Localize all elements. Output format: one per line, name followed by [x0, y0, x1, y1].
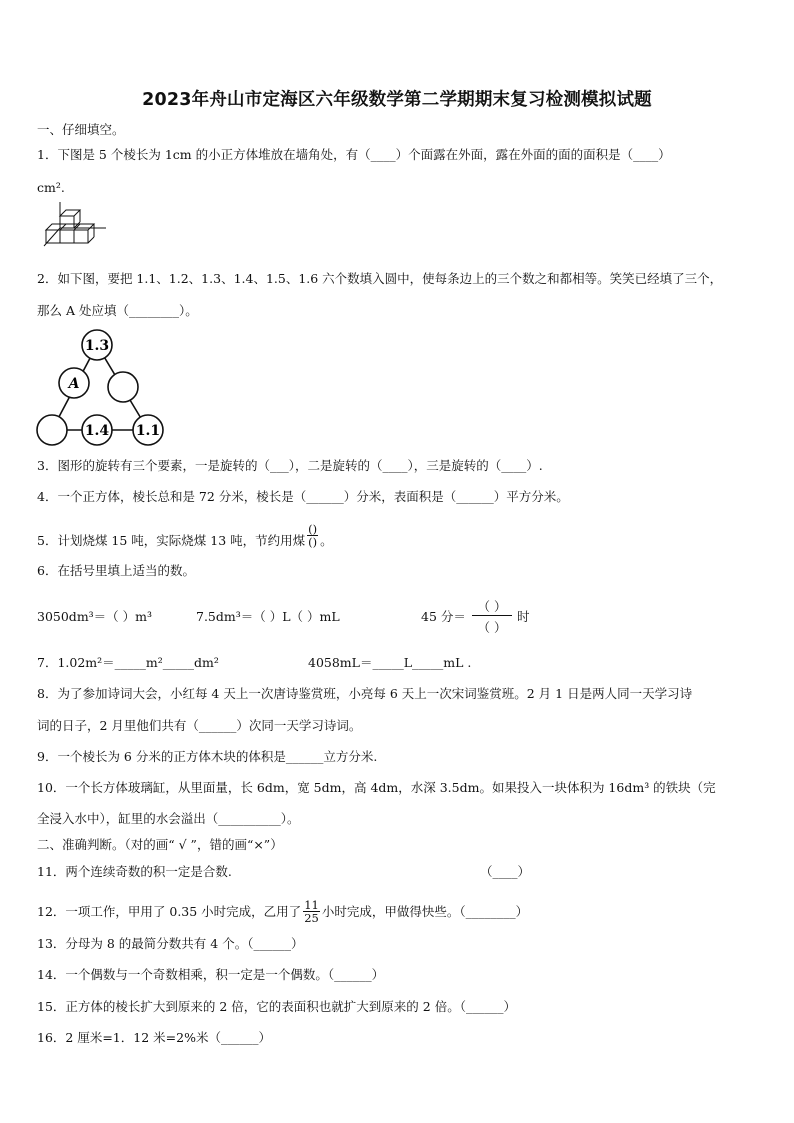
question-11: 11．两个连续奇数的积一定是合数.	[37, 864, 232, 879]
fraction-denominator: （ ）	[477, 620, 507, 635]
question-8-line-2: 词的日子，2 月里他们共有（______）次同一天学习诗词。	[37, 718, 362, 733]
question-7a: 7．1.02m²＝_____m²_____dm²	[37, 655, 219, 670]
fraction-numerator: （ ）	[477, 599, 507, 614]
fraction-denominator: 25	[304, 911, 319, 925]
question-1-line-1: 1．下图是 5 个棱长为 1cm 的小正方体堆放在墙角处，有（____）个面露在外面，露在外面的面的面积是（____）	[37, 147, 671, 162]
circle-bottom-mid-label: 1.4	[84, 423, 110, 439]
question-2-line-1: 2．如下图，要把 1.1、1.2、1.3、1.4、1.5、1.6 六个数填入圆中，使每条边上的三个数之和都相等。笑笑已经填了三个，	[37, 271, 723, 286]
question-10-line-1: 10．一个长方体玻璃缸，从里面量，长 6dm，宽 5dm，高 4dm，水深 3.5dm。如果投入一块体积为 16dm³ 的铁块（完	[37, 780, 716, 795]
question-12	[37, 900, 528, 925]
question-13: 13．分母为 8 的最简分数共有 4 个。（______）	[37, 936, 304, 951]
fraction-numerator: 11	[304, 898, 319, 912]
question-12-fraction	[303, 899, 320, 924]
fraction-numerator: ()	[308, 522, 318, 536]
question-6c-prefix: 45 分＝	[421, 609, 466, 624]
question-5	[37, 522, 333, 554]
number-triangle-diagram	[36, 328, 166, 446]
question-5-text: 5．计划烧煤 15 吨，实际烧煤 13 吨，节约用煤	[37, 533, 306, 548]
circle-a-label: A	[68, 376, 80, 392]
question-12-text: 12．一项工作，甲用了 0.35 小时完成，乙用了	[37, 904, 302, 919]
question-10-line-2: 全浸入水中），缸里的水会溢出（__________）。	[37, 811, 300, 826]
question-6b: 7.5dm³＝（ ）L（ ）mL	[196, 609, 340, 624]
question-3: 3．图形的旋转有三个要素，一是旋转的（___），二是旋转的（____），三是旋转的（____）.	[37, 458, 543, 473]
question-5-fraction	[307, 523, 318, 548]
circle-bottom-right-label: 1.1	[135, 423, 161, 439]
question-5-end: 。	[320, 533, 333, 548]
question-7b: 4058mL＝_____L_____mL .	[308, 655, 472, 670]
fraction-denominator: ()	[308, 535, 318, 549]
question-6a: 3050dm³＝（ ）m³	[37, 609, 153, 624]
question-4: 4．一个正方体，棱长总和是 72 分米，棱长是（______）分米，表面积是（______）平方分米。	[37, 489, 569, 504]
question-2-line-2: 那么 A 处应填（________）。	[37, 303, 198, 318]
section-2-heading: 二、准确判断。（对的画“ √ ”，错的画“×”）	[37, 837, 283, 852]
question-12-end: 小时完成，甲做得快些。（________）	[321, 904, 529, 919]
question-11-blank: （____）	[480, 864, 531, 879]
circle-top-label: 1.3	[84, 338, 110, 354]
question-14: 14．一个偶数与一个奇数相乘，积一定是一个偶数。（______）	[37, 967, 385, 982]
question-1-line-2: cm².	[37, 180, 65, 195]
question-9: 9．一个棱长为 6 分米的正方体木块的体积是______立方分米.	[37, 749, 378, 764]
question-15: 15．正方体的棱长扩大到原来的 2 倍，它的表面积也就扩大到原来的 2 倍。（______）	[37, 999, 516, 1014]
question-6-intro: 6．在括号里填上适当的数。	[37, 563, 195, 578]
question-8-line-1: 8．为了参加诗词大会，小红每 4 天上一次唐诗鉴赏班，小亮每 6 天上一次宋词鉴赏班。2 月 1 日是两人同一天学习诗	[37, 686, 693, 701]
question-6c-suffix: 时	[517, 609, 530, 624]
cubes-in-corner-figure	[38, 202, 118, 254]
section-1-heading: 一、仔细填空。	[37, 122, 125, 137]
page-title: 2023年舟山市定海区六年级数学第二学期期末复习检测模拟试题	[142, 90, 652, 110]
question-16: 16．2 厘米=1．12 米=2%米（______）	[37, 1030, 271, 1045]
